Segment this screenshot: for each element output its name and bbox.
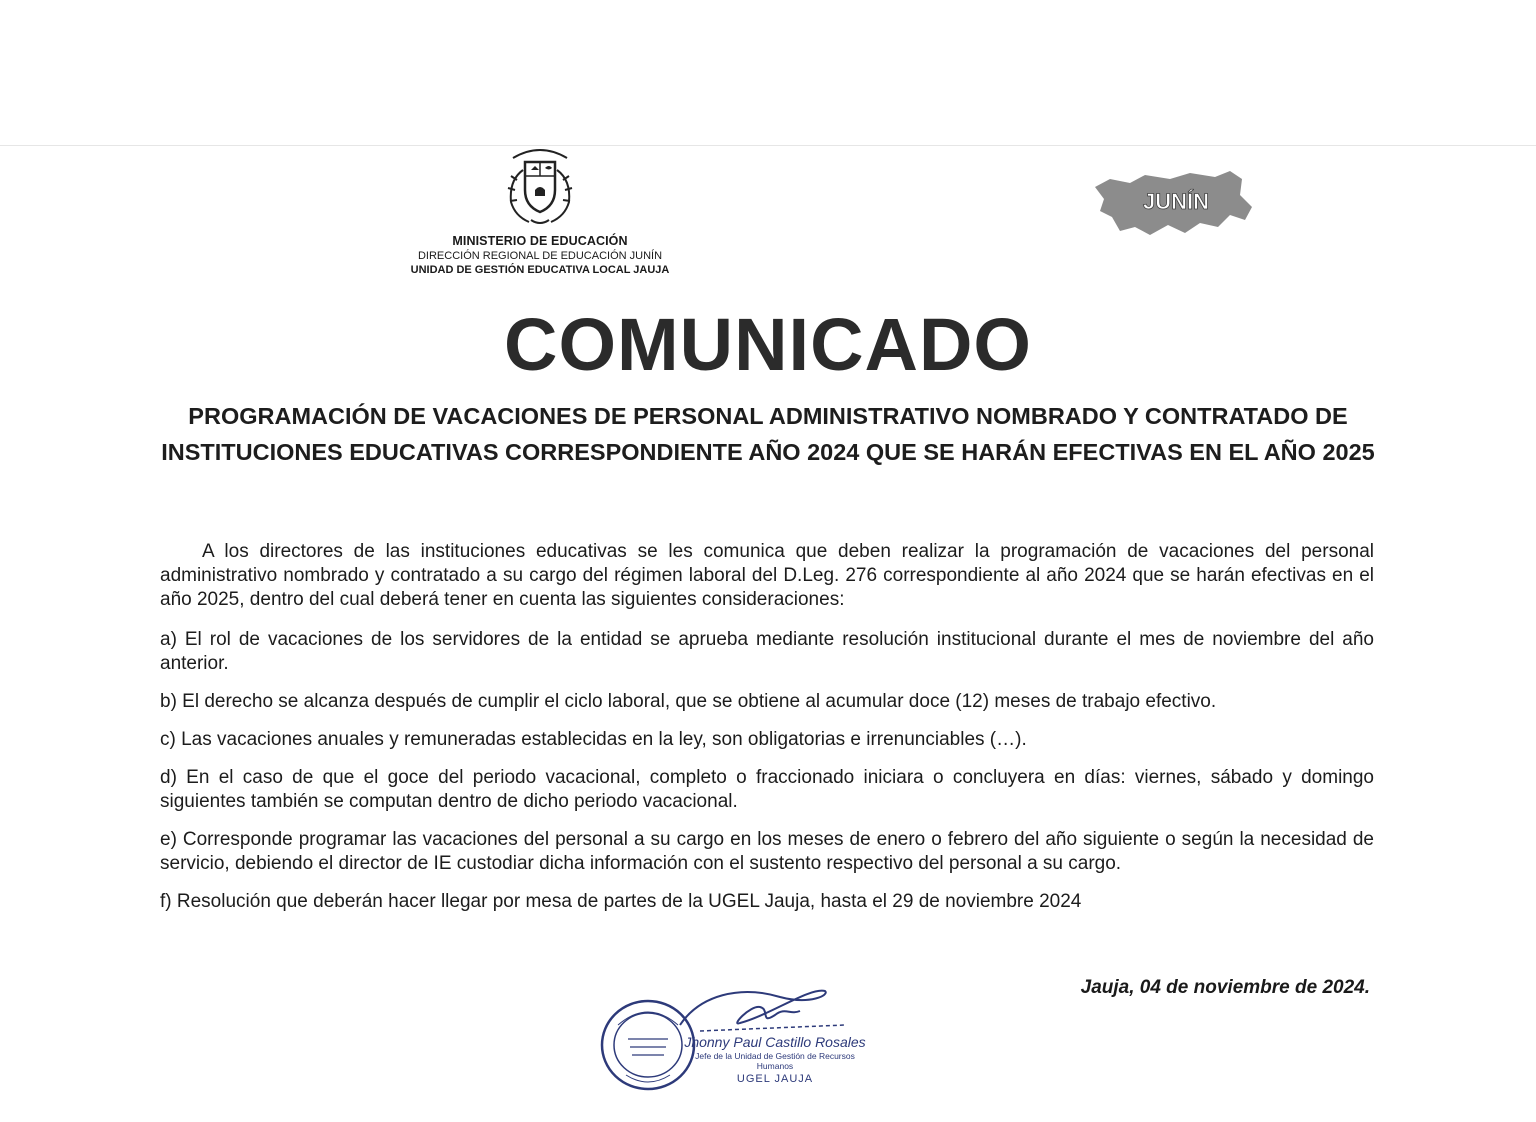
coat-of-arms-icon (495, 140, 585, 232)
document-body (160, 540, 1374, 928)
consideration-item: e) Corresponde programar las vacaciones del personal a su cargo en los meses de enero o febrero del año siguiente o según la necesidad de servicio, debiendo el director de IE custodiar dicha información con el sustento respectivo del personal a su cargo. (160, 829, 1374, 874)
consideration-item: b) El derecho se alcanza después de cumplir el ciclo laboral, que se obtiene al acumular doce (12) meses de trabajo efectivo. (160, 691, 1217, 712)
org-local-unit: UNIDAD DE GESTIÓN EDUCATIVA LOCAL JAUJA (410, 264, 670, 276)
signer-role: Jefe de la Unidad de Gestión de Recursos Humanos (695, 1051, 855, 1071)
consideration-item: c) Las vacaciones anuales y remuneradas establecidas en la ley, son obligatorias e irrenunciables (…). (160, 729, 1027, 750)
consideration-item: a) El rol de vacaciones de los servidores de la entidad se aprueba mediante resolución institucional durante el mes de noviembre del año anterior. (160, 629, 1374, 674)
org-ministry: MINISTERIO DE EDUCACIÓN (452, 234, 628, 248)
page-title: COMUNICADO (504, 303, 1032, 386)
org-regional-direction: DIRECCIÓN REGIONAL DE EDUCACIÓN JUNÍN (417, 250, 663, 262)
junin-logo-text: JUNÍN (1142, 189, 1210, 214)
document-subtitle: PROGRAMACIÓN DE VACACIONES DE PERSONAL ADMINISTRATIVO NOMBRADO Y CONTRATADO DE INSTITUCIONES EDUCATIVAS CORRESPONDIENTE AÑO 2024 QUE SE HARÁN EFECTIVAS EN EL AÑO 2025 (161, 403, 1375, 465)
page-fold-line (0, 145, 1536, 146)
date-line: Jauja, 04 de noviembre de 2024. (1080, 977, 1370, 998)
junin-region-logo (1090, 165, 1260, 240)
signer-block (680, 1034, 870, 1085)
institution-header (390, 140, 690, 276)
intro-paragraph: A los directores de las instituciones educativas se les comunica que deben realizar la programación de vacaciones del personal administrativo nombrado y contratado a su cargo del régimen laboral del D.Leg. 276 correspondiente al año 2024 que se harán efectivas en el año 2025, dentro del cual deberá tener en cuenta las siguientes consideraciones: (160, 541, 1374, 610)
consideration-item: d) En el caso de que el goce del periodo vacacional, completo o fraccionado iniciara o concluyera en días: viernes, sábado y domingo siguientes también se computan dentro de dicho periodo vacacional. (160, 767, 1374, 812)
consideration-item: f) Resolución que deberán hacer llegar por mesa de partes de la UGEL Jauja, hasta el 29 de noviembre 2024 (160, 891, 1082, 912)
signer-name: Jhonny Paul Castillo Rosales (684, 1034, 866, 1050)
signer-unit: UGEL JAUJA (736, 1073, 814, 1085)
